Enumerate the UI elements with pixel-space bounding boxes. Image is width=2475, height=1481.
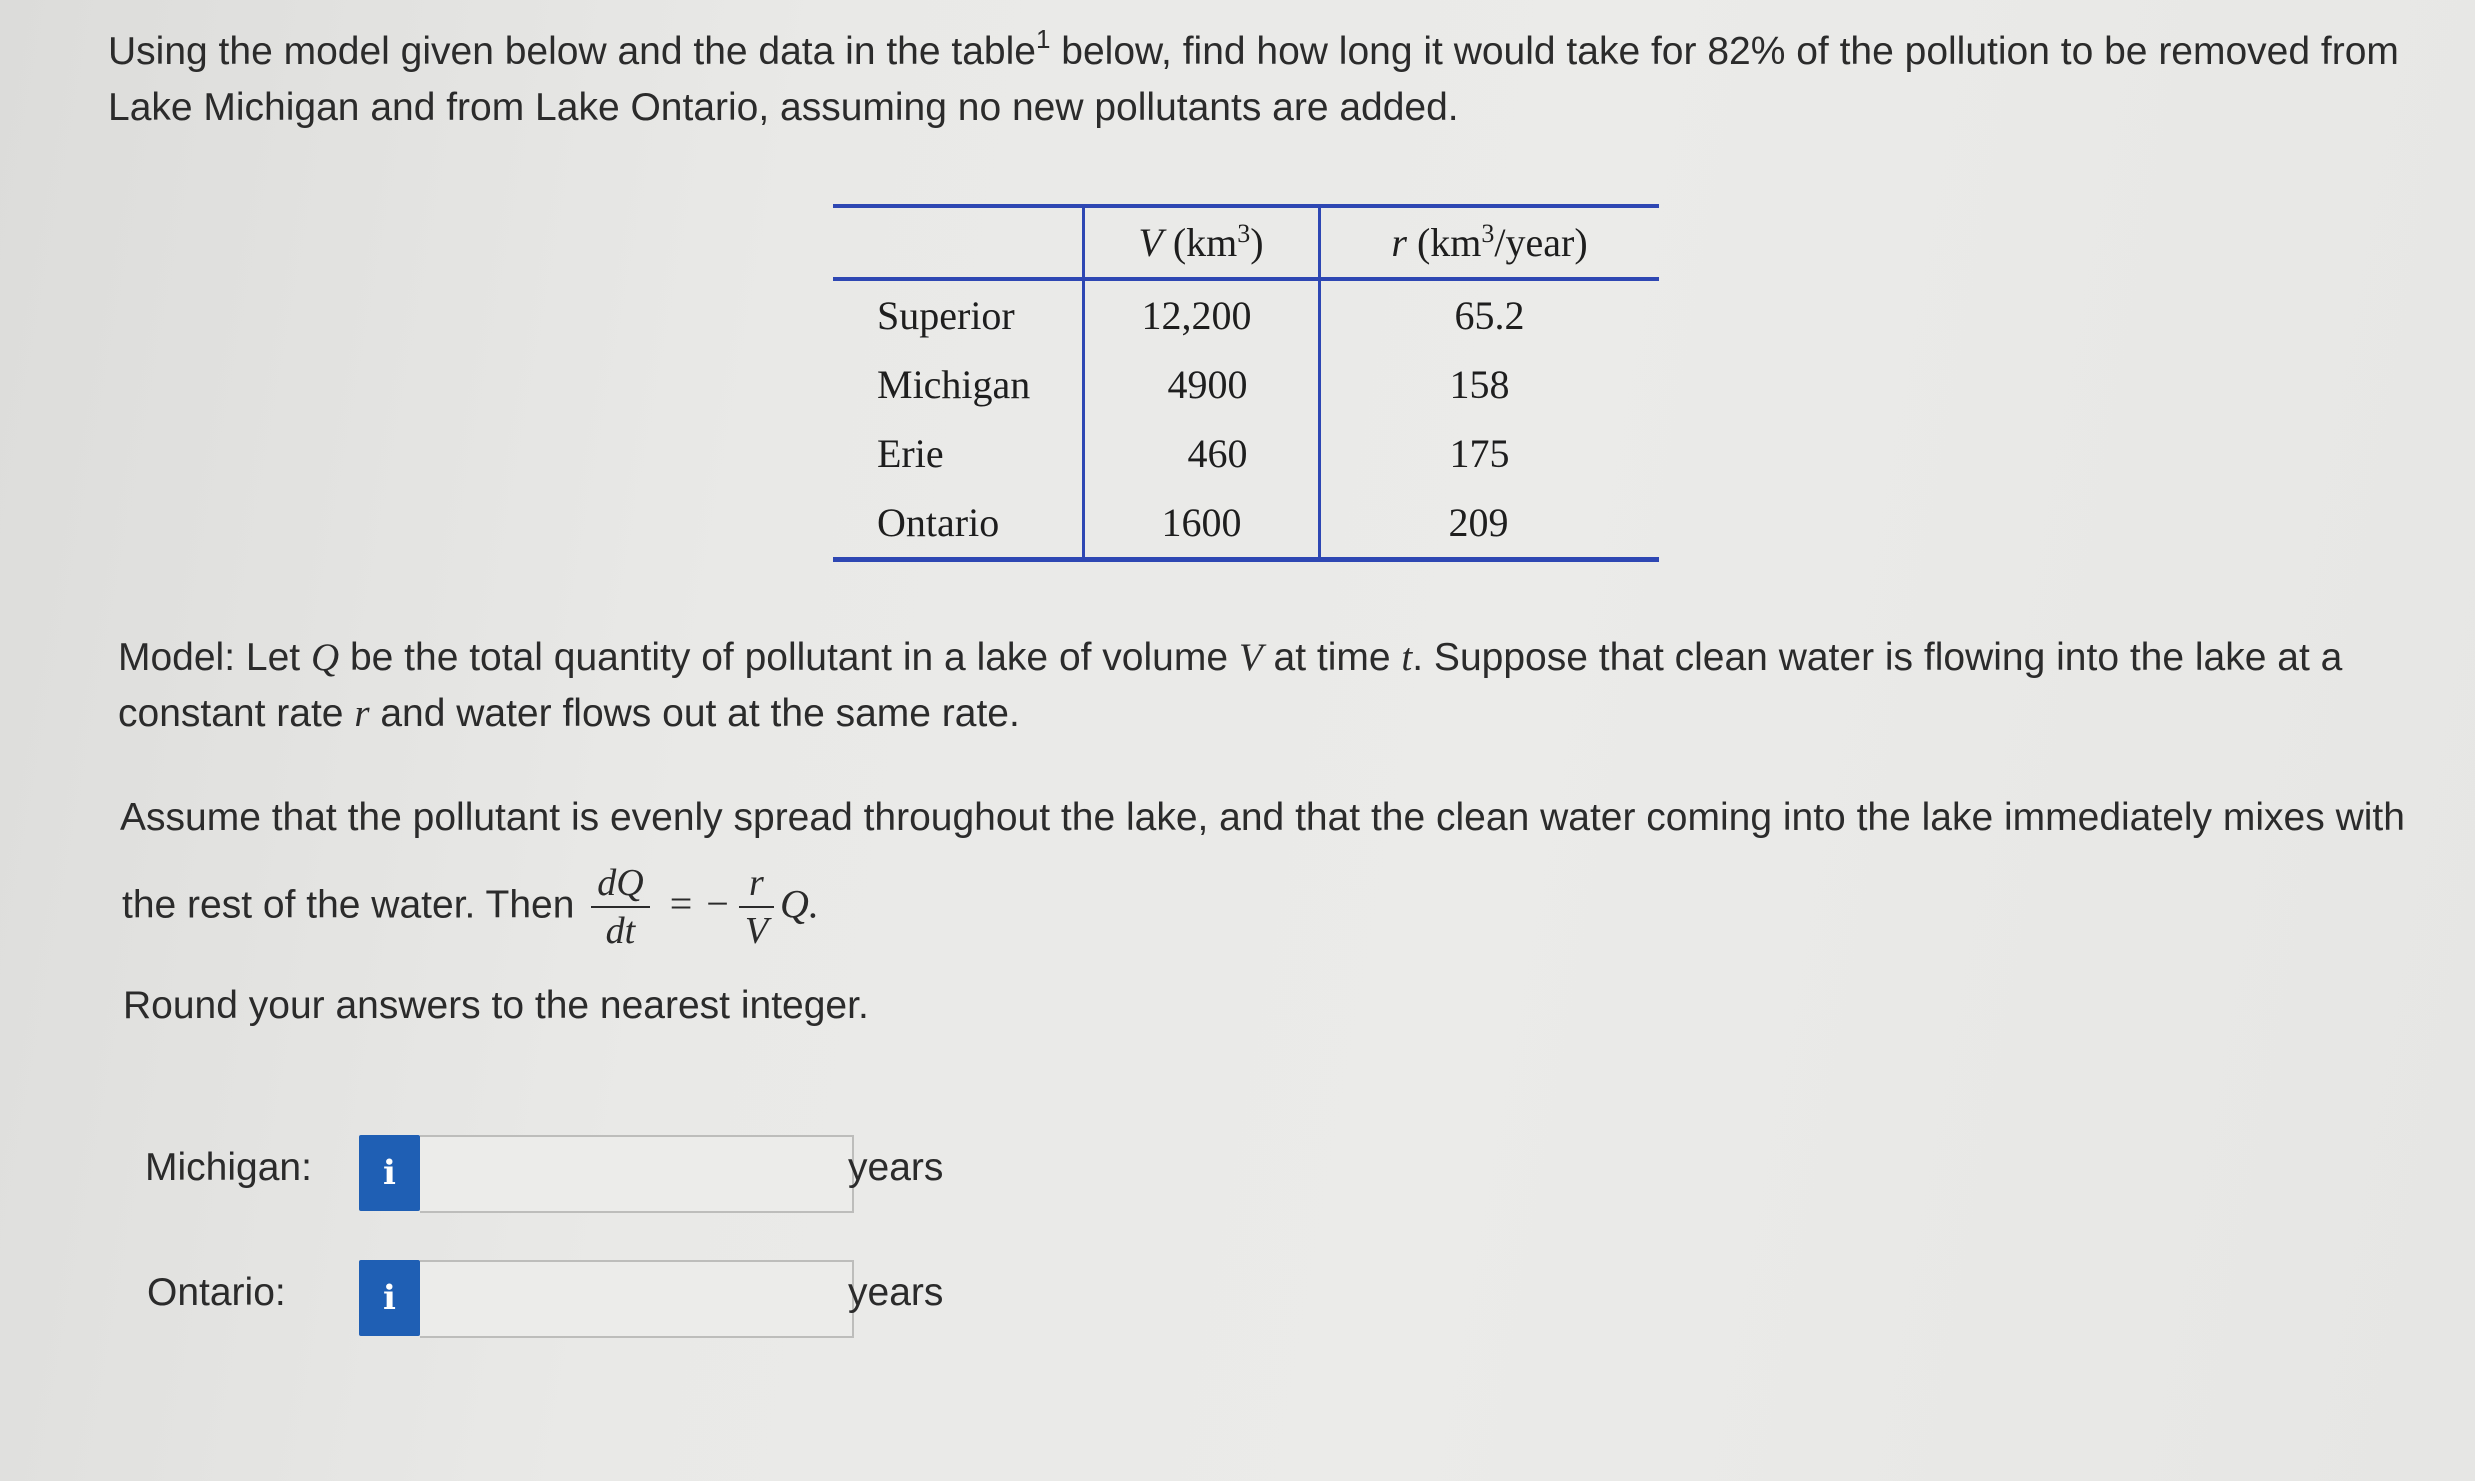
model-text: at time [1262, 636, 1402, 679]
rounding-instruction: Round your answers to the nearest integer. [123, 984, 869, 1027]
equation-tail: Q. [780, 881, 819, 927]
michigan-unit-label: years [848, 1146, 944, 1189]
michigan-answer-input[interactable] [420, 1135, 854, 1213]
minus-sign: − [706, 881, 729, 927]
lake-rate: 175 [1319, 419, 1659, 488]
ontario-unit-label: years [848, 1271, 944, 1314]
michigan-label: Michigan: [145, 1146, 312, 1189]
fraction-numerator: r [739, 860, 774, 908]
model-var-r: r [354, 692, 370, 735]
volume-sup: 3 [1237, 219, 1251, 248]
volume-var: V [1138, 220, 1163, 265]
dq-dt-fraction [591, 860, 649, 954]
ontario-answer-input[interactable] [420, 1260, 854, 1338]
lake-rate: 209 [1319, 488, 1659, 560]
assumption-text: Assume that the pollutant is evenly spread throughout the lake, and that the clean water coming into the lake immediately mixes with [120, 796, 2405, 839]
rate-sup: 3 [1481, 219, 1495, 248]
lake-volume: 12,200 [1083, 279, 1319, 350]
equation-lead-text: the rest of the water. Then [122, 883, 586, 927]
fraction-denominator: dt [605, 910, 636, 952]
ontario-label: Ontario: [147, 1271, 286, 1314]
volume-unit: (km [1162, 220, 1238, 265]
lake-rate: 65.2 [1319, 279, 1659, 350]
table-row [833, 279, 1659, 350]
table-header-rate [1319, 206, 1659, 279]
volume-unit-close: ) [1250, 220, 1264, 265]
model-var-q: Q [310, 636, 340, 679]
info-icon[interactable]: i [359, 1135, 420, 1211]
lake-rate: 158 [1319, 350, 1659, 419]
r-over-v-fraction [739, 860, 774, 954]
info-icon[interactable]: i [359, 1260, 420, 1336]
rate-var: r [1391, 220, 1407, 265]
model-var-v: V [1238, 636, 1263, 679]
lake-volume: 4900 [1083, 350, 1319, 419]
table-row [833, 488, 1659, 560]
table-row [833, 419, 1659, 488]
table-header-row [833, 206, 1659, 279]
model-text: be the total quantity of pollutant in a lake of volume [339, 636, 1239, 679]
lake-name: Ontario [833, 488, 1083, 560]
model-text: . Suppose that clean water is flowing into the lake at a constant rate [118, 636, 2343, 735]
lake-name: Erie [877, 431, 944, 476]
rate-unit-close: /year) [1494, 220, 1588, 265]
equals-sign: = [669, 881, 693, 927]
rate-unit: (km [1406, 220, 1482, 265]
fraction-numerator: dQ [591, 860, 649, 908]
question-intro [108, 24, 2408, 136]
lake-name: Michigan [877, 362, 1031, 407]
lake-volume: 460 [1083, 419, 1319, 488]
table-header-volume [1083, 206, 1319, 279]
table-row [833, 350, 1659, 419]
model-var-t: t [1401, 636, 1413, 679]
footnote-marker: 1 [1035, 24, 1051, 54]
model-label: Model: Let [118, 636, 311, 679]
model-text: and water flows out at the same rate. [369, 692, 1020, 735]
lake-data-table [833, 204, 1659, 562]
intro-text-end: below, find how long it would take for 82% of the pollution to be removed from Lake Michigan and from Lake Ontario, assuming no new pollutants are added. [108, 30, 2399, 129]
differential-equation-line [122, 860, 819, 954]
fraction-denominator: V [744, 910, 769, 952]
intro-text-start: Using the model given below and the data in the table [108, 30, 1036, 73]
lake-name: Superior [877, 293, 1015, 338]
model-description [118, 630, 2398, 742]
table-header-blank [833, 206, 1083, 279]
lake-volume: 1600 [1083, 488, 1319, 560]
